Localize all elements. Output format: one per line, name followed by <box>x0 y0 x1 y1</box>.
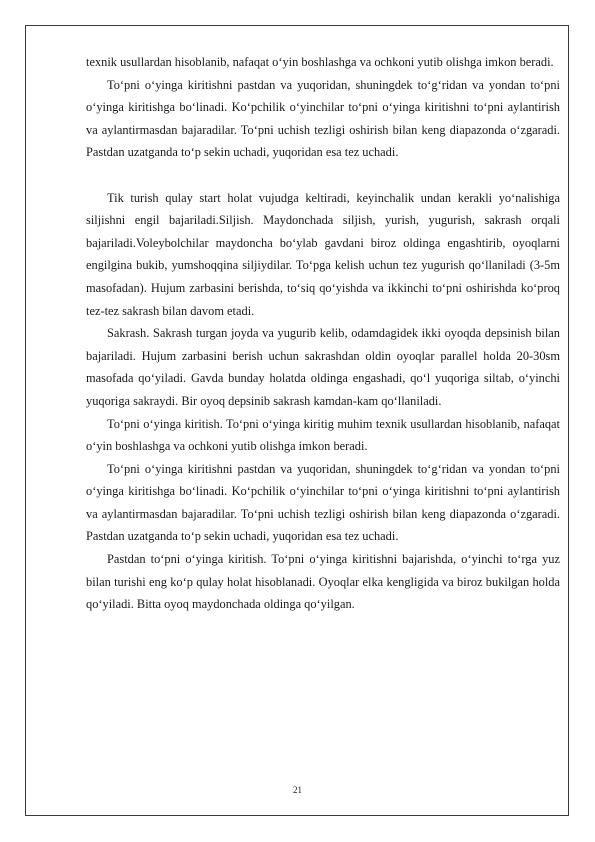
paragraph-spacer <box>86 164 560 187</box>
paragraph-serve-types: To‘pni o‘yinga kiritishni pastdan va yuqoridan, shuningdek to‘g‘ridan va yondan to‘pni o‘yinga kiritishga bo‘linadi. Ko‘pchilik o‘yinchilar to‘pni o‘yinga kiritishni to‘pni aylantirish va aylantirmasdan bajaradilar. To‘pni uchish tezligi oshirish bilan keng diapazonda o‘zgaradi. Pastdan uzatganda to‘p sekin uchadi, yuqoridan esa tez uchadi. <box>86 77 560 160</box>
paragraph-serve-intro: To‘pni o‘yinga kiritish. To‘pni o‘yinga kiritig muhim texnik usullardan hisoblanib, nafaqat o‘yin boshlashga va ochkoni yutib olishga imkon beradi. <box>86 416 560 454</box>
paragraph-underhand-serve: Pastdan to‘pni o‘yinga kiritish. To‘pni o‘yinga kiritishni bajarishda, o‘yinchi to‘rga yuz bilan turishi eng ko‘p qulay holat hisoblanadi. Oyoqlar elka kengligida va biroz bukilgan holda qo‘yiladi. Bitta oyoq maydonchada oldinga qo‘yilgan. <box>86 552 560 612</box>
paragraph-stance-movement: Tik turish qulay start holat vujudga keltiradi, keyinchalik undan kerakli yo‘nalishiga siljishni engil bajariladi.Siljish. Maydonchada siljish, yurish, yugurish, sakrash orqali bajariladi.Voleybolchilar maydoncha bo‘ylab gavdani biroz oldinga engashtirib, oyoqlarni engilgina bukib, yumshoqqina siljiydilar. To‘pga kelish uchun tez yugurish qo‘llaniladi (3-5m masofadan). Hujum zarbasini berishda, to‘siq qo‘yishda va ikkinchi to‘pni oshirishda ko‘proq tez-tez sakrash bilan davom etadi. <box>86 190 560 318</box>
paragraph-continuation: texnik usullardan hisoblanib, nafaqat o‘yin boshlashga va ochkoni yutib olishga imkon beradi. <box>86 55 554 69</box>
paragraph-serve-types-repeat: To‘pni o‘yinga kiritishni pastdan va yuqoridan, shuningdek to‘g‘ridan va yondan to‘pni o‘yinga kiritishga bo‘linadi. Ko‘pchilik o‘yinchilar to‘pni o‘yinga kiritishni to‘pni aylantirish va aylantirmasdan bajaradilar. To‘pni uchish tezligi oshirish bilan keng diapazonda o‘zgaradi. Pastdan uzatganda to‘p sekin uchadi, yuqoridan esa tez uchadi. <box>86 461 560 544</box>
paragraph-jumping: Sakrash. Sakrash turgan joyda va yugurib kelib, odamdagidek ikki oyoqda depsinish bilan bajariladi. Hujum zarbasini berish uchun sakrashdan oldin oyoqlar parallel holda 20-30sm masofada qo‘yiladi. Gavda bunday holatda oldinga engashadi, qo‘l yuqoriga siltab, o‘yinchi yuqoriga sakraydi. Bir oyoq depsinib sakrash kamdan-kam qo‘llaniladi. <box>86 326 560 408</box>
document-body <box>86 51 560 616</box>
page-number: 21 <box>293 785 302 795</box>
